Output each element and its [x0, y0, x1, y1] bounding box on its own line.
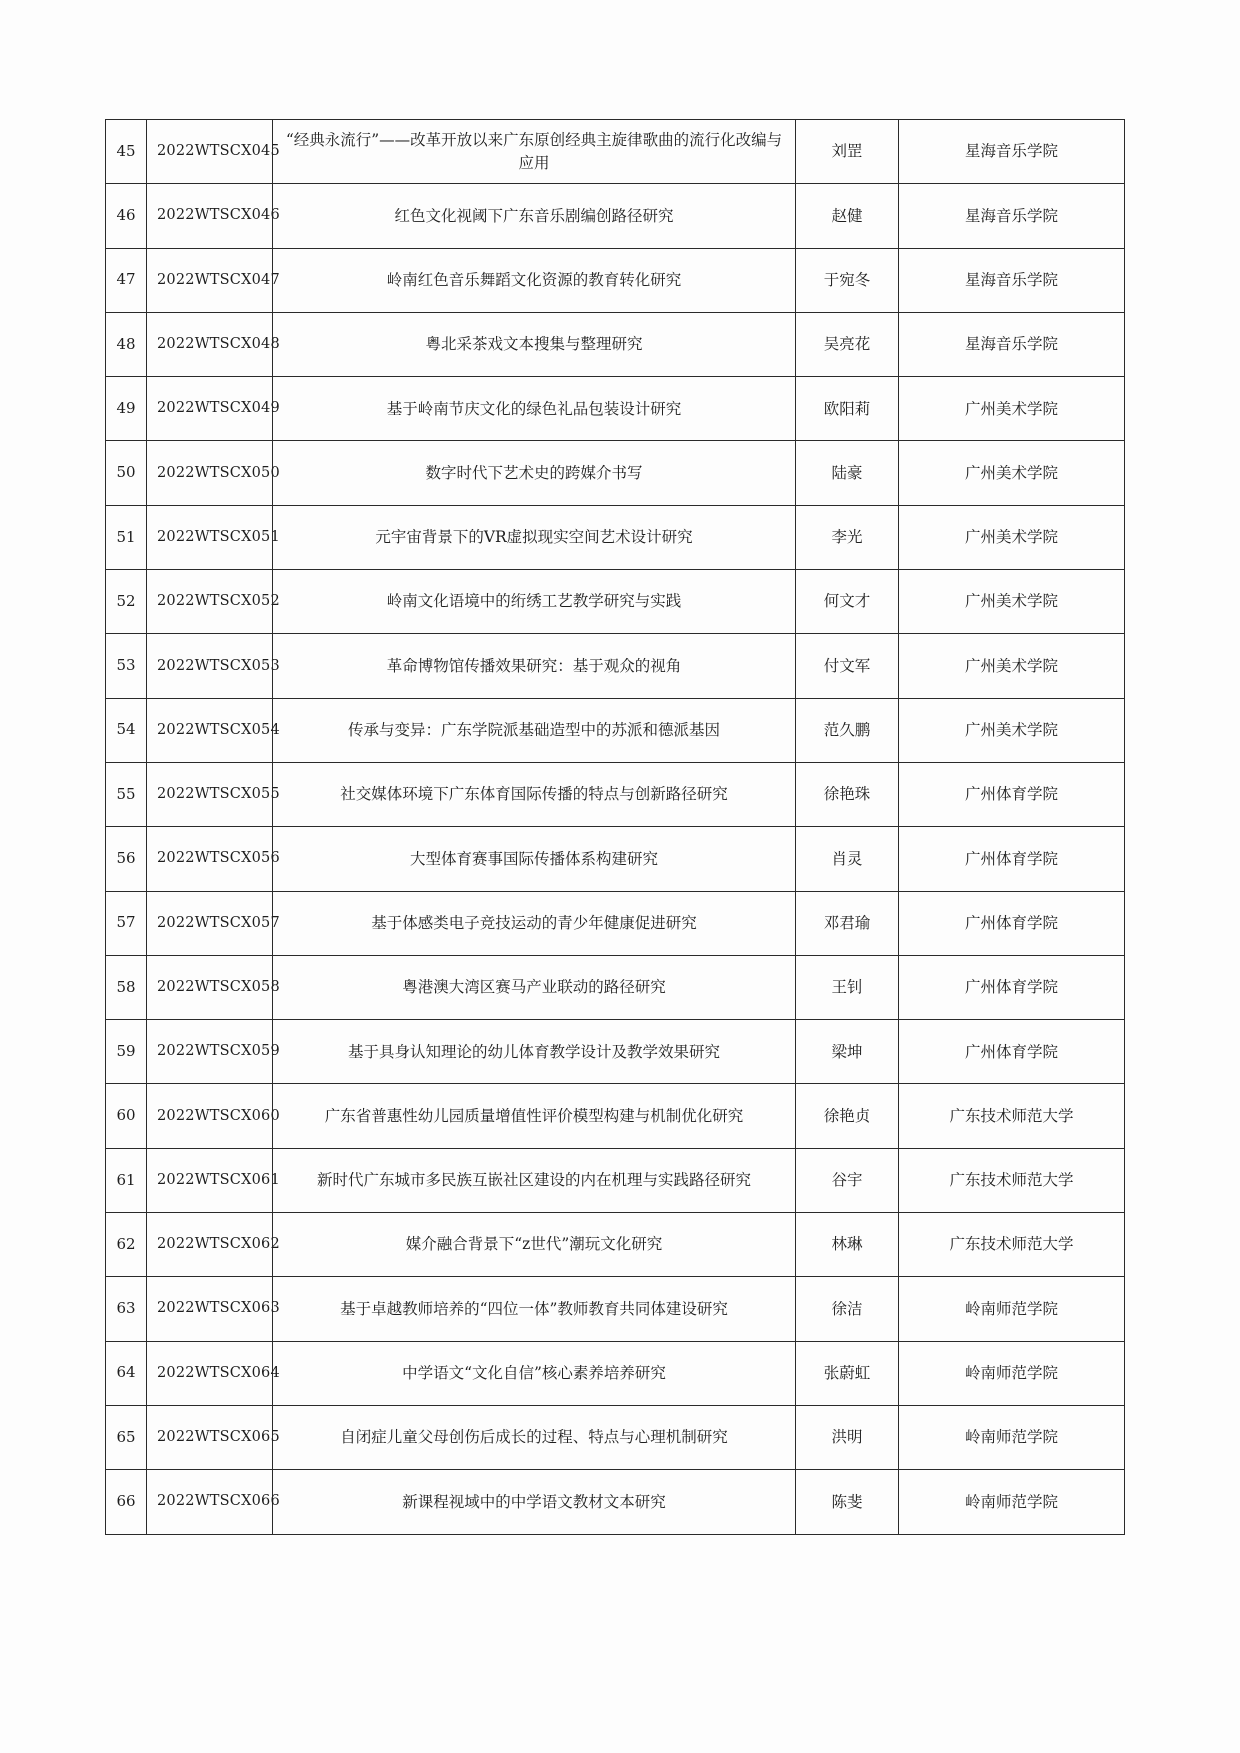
project-leader: 吴亮花 — [796, 312, 899, 376]
row-number: 62 — [106, 1213, 147, 1277]
project-title: 基于体感类电子竞技运动的青少年健康促进研究 — [273, 891, 796, 955]
institution-name: 广东技术师范大学 — [899, 1148, 1125, 1212]
project-code: 2022WTSCX059 — [147, 1020, 273, 1084]
project-title: 数字时代下艺术史的跨媒介书写 — [273, 441, 796, 505]
table-row — [106, 377, 1125, 441]
project-code: 2022WTSCX055 — [147, 762, 273, 826]
project-code: 2022WTSCX064 — [147, 1341, 273, 1405]
row-number: 47 — [106, 248, 147, 312]
project-leader: 刘罡 — [796, 120, 899, 184]
project-code: 2022WTSCX052 — [147, 570, 273, 634]
row-number: 66 — [106, 1470, 147, 1534]
project-title: 媒介融合背景下“z世代”潮玩文化研究 — [273, 1213, 796, 1277]
institution-name: 广州美术学院 — [899, 570, 1125, 634]
table-row — [106, 1084, 1125, 1148]
row-number: 50 — [106, 441, 147, 505]
project-title: 新时代广东城市多民族互嵌社区建设的内在机理与实践路径研究 — [273, 1148, 796, 1212]
project-title: 粤港澳大湾区赛马产业联动的路径研究 — [273, 955, 796, 1019]
project-title: 中学语文“文化自信”核心素养培养研究 — [273, 1341, 796, 1405]
project-leader: 肖灵 — [796, 827, 899, 891]
row-number: 63 — [106, 1277, 147, 1341]
table-row — [106, 312, 1125, 376]
project-leader: 李光 — [796, 505, 899, 569]
project-code: 2022WTSCX046 — [147, 184, 273, 248]
institution-name: 广州体育学院 — [899, 762, 1125, 826]
row-number: 51 — [106, 505, 147, 569]
table-row — [106, 1148, 1125, 1212]
project-title: 基于卓越教师培养的“四位一体”教师教育共同体建设研究 — [273, 1277, 796, 1341]
row-number: 56 — [106, 827, 147, 891]
project-code: 2022WTSCX063 — [147, 1277, 273, 1341]
project-title: 岭南红色音乐舞蹈文化资源的教育转化研究 — [273, 248, 796, 312]
project-title: 社交媒体环境下广东体育国际传播的特点与创新路径研究 — [273, 762, 796, 826]
institution-name: 广州体育学院 — [899, 891, 1125, 955]
row-number: 46 — [106, 184, 147, 248]
project-title: 岭南文化语境中的绗绣工艺教学研究与实践 — [273, 570, 796, 634]
row-number: 58 — [106, 955, 147, 1019]
project-leader: 陈斐 — [796, 1470, 899, 1534]
institution-name: 广州美术学院 — [899, 505, 1125, 569]
institution-name: 星海音乐学院 — [899, 120, 1125, 184]
table-row — [106, 1405, 1125, 1469]
project-leader: 何文才 — [796, 570, 899, 634]
row-number: 60 — [106, 1084, 147, 1148]
institution-name: 岭南师范学院 — [899, 1470, 1125, 1534]
table-row — [106, 1213, 1125, 1277]
table-row — [106, 570, 1125, 634]
institution-name: 广州体育学院 — [899, 827, 1125, 891]
institution-name: 岭南师范学院 — [899, 1277, 1125, 1341]
project-title: 基于具身认知理论的幼儿体育教学设计及教学效果研究 — [273, 1020, 796, 1084]
table-row — [106, 441, 1125, 505]
project-title: 基于岭南节庆文化的绿色礼品包装设计研究 — [273, 377, 796, 441]
row-number: 54 — [106, 698, 147, 762]
institution-name: 星海音乐学院 — [899, 312, 1125, 376]
table-row — [106, 698, 1125, 762]
project-leader: 邓君瑜 — [796, 891, 899, 955]
row-number: 55 — [106, 762, 147, 826]
project-code: 2022WTSCX047 — [147, 248, 273, 312]
project-title: “经典永流行”——改革开放以来广东原创经典主旋律歌曲的流行化改编与应用 — [273, 120, 796, 184]
row-number: 49 — [106, 377, 147, 441]
row-number: 61 — [106, 1148, 147, 1212]
project-title: 红色文化视阈下广东音乐剧编创路径研究 — [273, 184, 796, 248]
project-leader: 王钊 — [796, 955, 899, 1019]
row-number: 64 — [106, 1341, 147, 1405]
project-leader: 欧阳莉 — [796, 377, 899, 441]
institution-name: 广州美术学院 — [899, 441, 1125, 505]
table-row — [106, 891, 1125, 955]
table-row — [106, 1277, 1125, 1341]
project-code: 2022WTSCX066 — [147, 1470, 273, 1534]
institution-name: 广东技术师范大学 — [899, 1213, 1125, 1277]
institution-name: 岭南师范学院 — [899, 1341, 1125, 1405]
project-leader: 徐艳贞 — [796, 1084, 899, 1148]
table-row — [106, 1470, 1125, 1534]
project-code: 2022WTSCX057 — [147, 891, 273, 955]
row-number: 52 — [106, 570, 147, 634]
project-code: 2022WTSCX061 — [147, 1148, 273, 1212]
table-row — [106, 827, 1125, 891]
project-code: 2022WTSCX054 — [147, 698, 273, 762]
row-number: 57 — [106, 891, 147, 955]
project-code: 2022WTSCX049 — [147, 377, 273, 441]
project-code: 2022WTSCX060 — [147, 1084, 273, 1148]
institution-name: 广东技术师范大学 — [899, 1084, 1125, 1148]
table-row — [106, 955, 1125, 1019]
institution-name: 星海音乐学院 — [899, 184, 1125, 248]
project-code: 2022WTSCX050 — [147, 441, 273, 505]
project-title: 大型体育赛事国际传播体系构建研究 — [273, 827, 796, 891]
project-title: 广东省普惠性幼儿园质量增值性评价模型构建与机制优化研究 — [273, 1084, 796, 1148]
table-row — [106, 120, 1125, 184]
project-list-table — [105, 119, 1125, 1535]
project-code: 2022WTSCX056 — [147, 827, 273, 891]
project-title: 自闭症儿童父母创伤后成长的过程、特点与心理机制研究 — [273, 1405, 796, 1469]
project-code: 2022WTSCX062 — [147, 1213, 273, 1277]
project-title: 新课程视域中的中学语文教材文本研究 — [273, 1470, 796, 1534]
project-title: 传承与变异：广东学院派基础造型中的苏派和德派基因 — [273, 698, 796, 762]
row-number: 48 — [106, 312, 147, 376]
table-row — [106, 1020, 1125, 1084]
institution-name: 广州体育学院 — [899, 955, 1125, 1019]
project-code: 2022WTSCX065 — [147, 1405, 273, 1469]
institution-name: 广州美术学院 — [899, 377, 1125, 441]
table-row — [106, 505, 1125, 569]
project-title: 粤北采茶戏文本搜集与整理研究 — [273, 312, 796, 376]
project-title: 革命博物馆传播效果研究：基于观众的视角 — [273, 634, 796, 698]
table-row — [106, 184, 1125, 248]
table-body — [106, 120, 1125, 1535]
project-leader: 徐艳珠 — [796, 762, 899, 826]
institution-name: 广州美术学院 — [899, 698, 1125, 762]
project-title: 元宇宙背景下的VR虚拟现实空间艺术设计研究 — [273, 505, 796, 569]
project-code: 2022WTSCX045 — [147, 120, 273, 184]
table-row — [106, 762, 1125, 826]
project-leader: 梁坤 — [796, 1020, 899, 1084]
project-leader: 陆豪 — [796, 441, 899, 505]
project-leader: 赵健 — [796, 184, 899, 248]
project-code: 2022WTSCX048 — [147, 312, 273, 376]
table-row — [106, 1341, 1125, 1405]
row-number: 53 — [106, 634, 147, 698]
institution-name: 广州美术学院 — [899, 634, 1125, 698]
project-leader: 谷宇 — [796, 1148, 899, 1212]
institution-name: 广州体育学院 — [899, 1020, 1125, 1084]
project-code: 2022WTSCX058 — [147, 955, 273, 1019]
project-leader: 林琳 — [796, 1213, 899, 1277]
row-number: 59 — [106, 1020, 147, 1084]
institution-name: 星海音乐学院 — [899, 248, 1125, 312]
project-leader: 张蔚虹 — [796, 1341, 899, 1405]
project-leader: 付文军 — [796, 634, 899, 698]
project-leader: 于宛冬 — [796, 248, 899, 312]
project-leader: 范久鹏 — [796, 698, 899, 762]
project-code: 2022WTSCX053 — [147, 634, 273, 698]
project-leader: 洪明 — [796, 1405, 899, 1469]
project-code: 2022WTSCX051 — [147, 505, 273, 569]
row-number: 65 — [106, 1405, 147, 1469]
institution-name: 岭南师范学院 — [899, 1405, 1125, 1469]
row-number: 45 — [106, 120, 147, 184]
project-leader: 徐洁 — [796, 1277, 899, 1341]
table-row — [106, 634, 1125, 698]
table-row — [106, 248, 1125, 312]
